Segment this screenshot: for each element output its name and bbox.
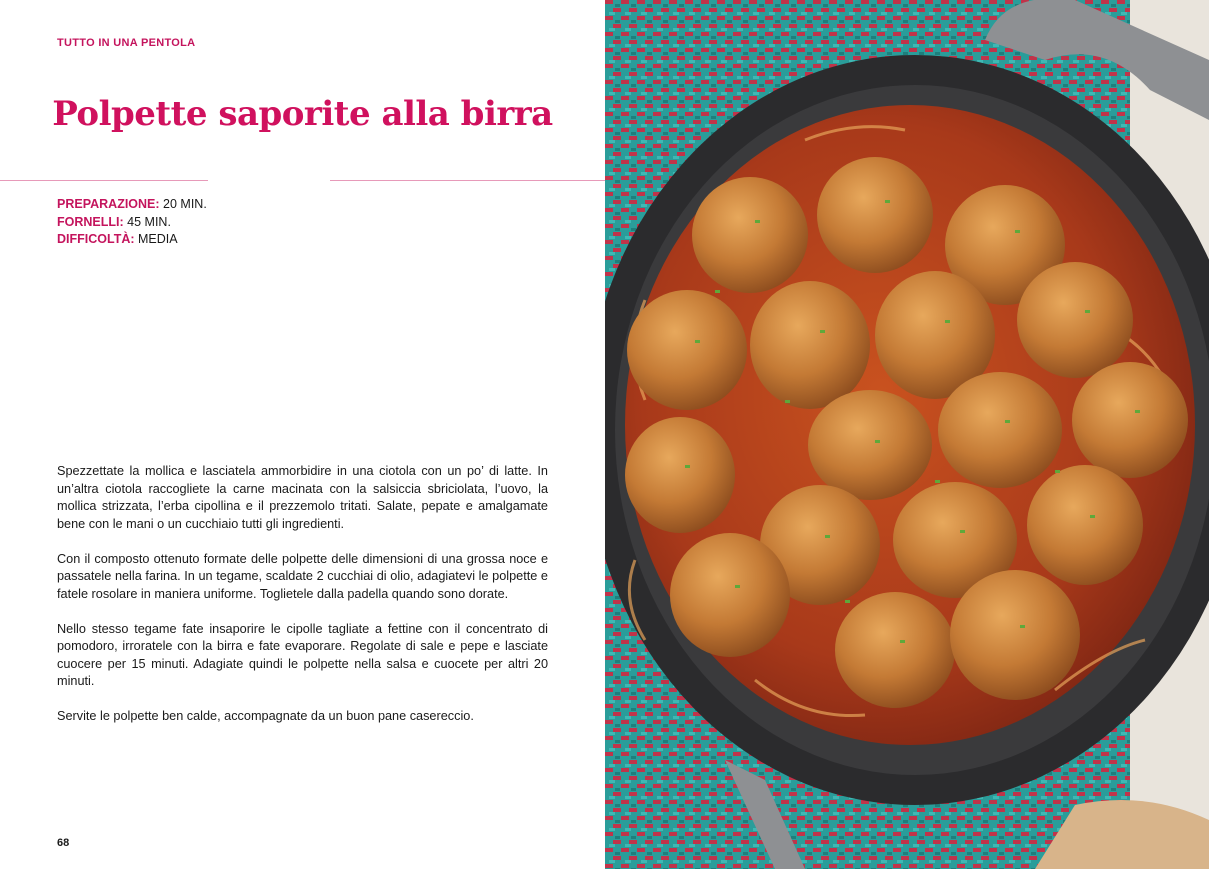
instruction-paragraph: Nello stesso tegame fate insaporire le cipolle tagliate a fettine con il concentrato di pomodoro, irroratele con la birra e fate evaporare. Regolate di sale e pepe e lasciate cuocere per 15 minuti. Adagiate quindi le polpette nella salsa e cuocete per altri 20 minuti. <box>57 621 548 688</box>
instruction-paragraph: Spezzettate la mollica e lasciatela ammorbidire in una ciotola con un po’ di latte. In un’altra ciotola raccogliete la carne macinata con la salsiccia sbriciolata, l’uovo, la mollica strizzata, l’erba cipollina e il prezzemolo tritati. Salate, pepate e amalgamate bene con le mani o un cucchiaio tutti gli ingredienti. <box>57 464 548 531</box>
recipe-meta <box>57 196 207 249</box>
meatballs-in-pan-illustration <box>605 0 1209 869</box>
meta-key: DIFFICOLTÀ: <box>57 232 135 246</box>
meatballs-photo <box>605 0 1209 869</box>
meta-cooking <box>57 214 207 232</box>
section-label: TUTTO IN UNA PENTOLA <box>57 37 196 49</box>
page-number: 68 <box>57 837 70 849</box>
meta-value: 20 MIN. <box>163 197 207 211</box>
meta-key: FORNELLI: <box>57 214 124 229</box>
instruction-paragraph: Servite le polpette ben calde, accompagnate da un buon pane casereccio. <box>57 709 474 723</box>
meta-value: MEDIA <box>138 232 178 246</box>
instruction-paragraph: Con il composto ottenuto formate delle polpette delle dimensioni di una grossa noce e passatele nella farina. In un tegame, scaldate 2 cucchiai di olio, adagiatevi le polpette e fatele rosolare in maniera uniforme. Toglietele dalla padella quando sono dorate. <box>57 551 548 601</box>
meta-key: PREPARAZIONE: <box>57 197 160 211</box>
recipe-instructions <box>57 463 548 743</box>
divider-right <box>330 180 605 181</box>
divider-left <box>0 180 208 181</box>
recipe-title: Polpette saporite alla birra <box>52 94 553 134</box>
meta-preparation <box>57 196 207 214</box>
meta-value: 45 MIN. <box>127 214 171 229</box>
meta-difficulty <box>57 231 207 249</box>
